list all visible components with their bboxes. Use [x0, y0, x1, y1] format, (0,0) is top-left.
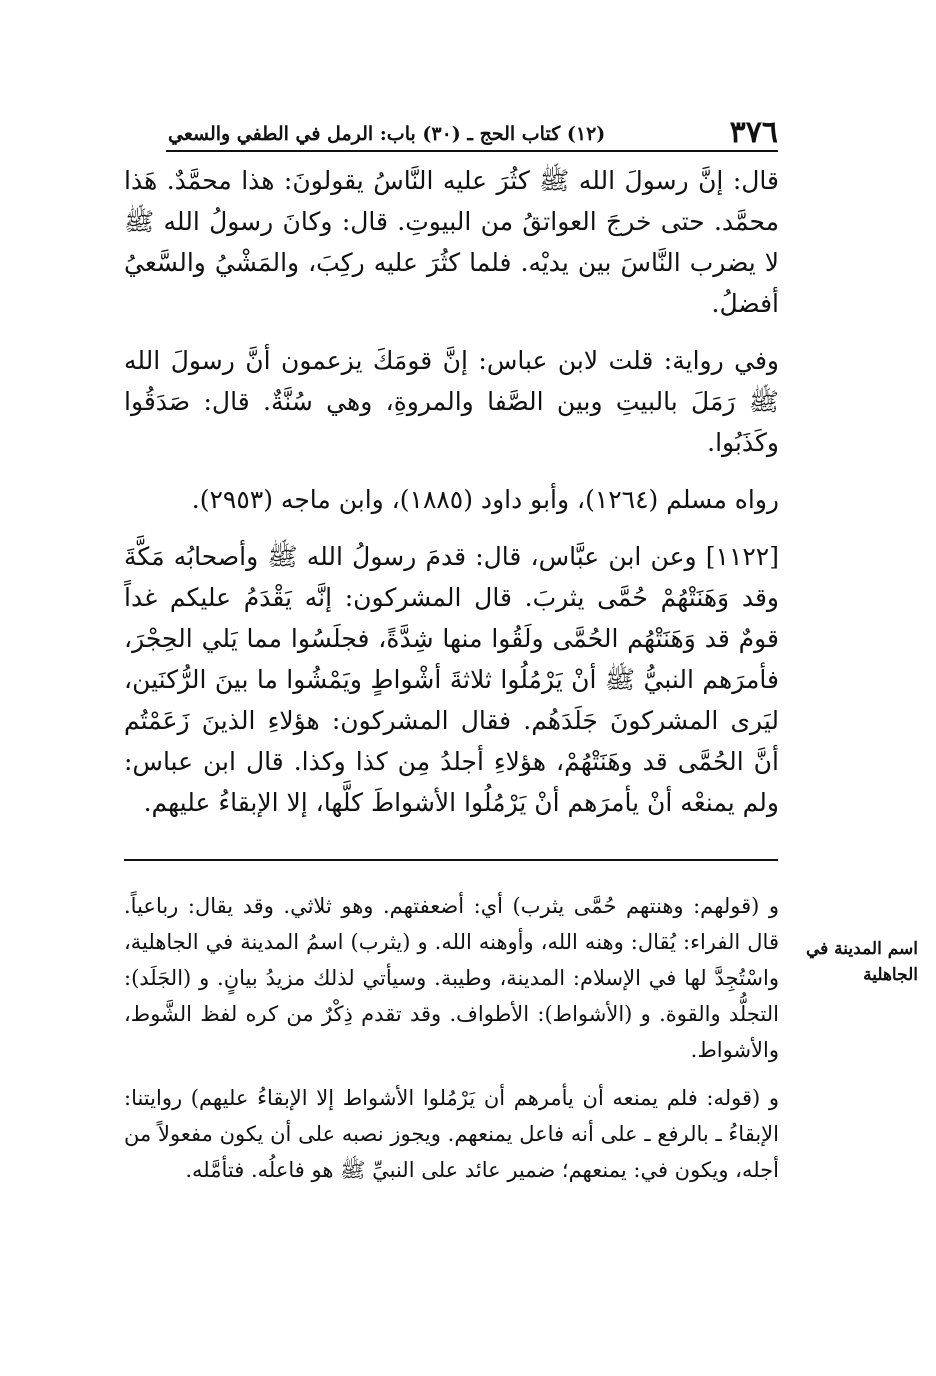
header-divider — [166, 150, 778, 152]
main-text — [124, 160, 779, 839]
main-paragraph: [١١٢٢] وعن ابن عبَّاس، قال: قدمَ رسولُ الله ﷺ وأصحابُه مَكَّةَ وقد وَهَنَتْهُمْ حُمَّى يثربَ. قال المشركون: إنَّه يَقْدَمُ عليكم غداً قومٌ قد وَهَنَتْهُم الحُمَّى ولَقُوا منها شِدَّةً، فجلَسُوا مما يَلي الحِجْرَ، فأمرَهم النبيُّ ﷺ أنْ يَرْمُلُوا ثلاثةَ أشْواطٍ ويَمْشُوا ما بينَ الرُّكنَين، ليَرى المشركونَ جَلَدَهُم. فقال المشركون: هؤلاءِ الذينَ زَعَمْتُم أنَّ الحُمَّى قد وهَنَتْهُمْ، هؤلاءِ أجلدُ مِن كذا وكذا. قال ابن عباس: ولم يمنعْه أنْ يأمرَهم أنْ يَرْمُلُوا الأشواطَ كلَّها، إلا الإبقاءُ عليهم. — [124, 542, 779, 817]
commentary — [124, 888, 779, 1200]
page-number: ٣٧٦ — [729, 115, 778, 150]
commentary-paragraph: و (قوله: فلم يمنعه أن يأمرهم أن يَرْمُلوا الأشواط إلا الإبقاءُ عليهم) روايتنا: الإبقاءُ ـ بالرفع ـ على أنه فاعل يمنعهم. ويجوز نصبه على أن يكون مفعولاً من أجله، ويكون في: يمنعهم؛ ضمير عائد على النبيِّ ﷺ هو فاعلُه. فتأمَّله. — [124, 1086, 779, 1182]
footnote-divider — [124, 859, 778, 861]
margin-note: اسم المدينة في الجاهلية — [805, 939, 918, 985]
running-title: (١٢) كتاب الحج ـ (٣٠) باب: الرمل في الطفي والسعي — [168, 123, 606, 145]
commentary-paragraph: و (قولهم: وهنتهم حُمَّى يثرب) أي: أضعفتهم. وهو ثلاثي. وقد يقال: رباعياً. قال الفراء: يُقال: وهنه الله، وأوهنه الله. و (يثرب) اسمُ المدينة في الجاهلية، واسْتُجِدَّ لها في الإسلام: المدينة، وطيبة. وسيأتي لذلك مزيدُ بيانٍ. و (الجَلَد): التجلُّد والقوة. و (الأشواط): الأطواف. وقد تقدم ذِكْرٌ من كره لفظ الشَّوط، والأشواط. — [124, 894, 779, 1062]
main-paragraph: قال: إنَّ رسولَ الله ﷺ كثُرَ عليه النَّاسُ يقولونَ: هذا محمَّدٌ. هَذا محمَّد. حتى خرجَ العواتقُ من البيوتِ. قال: وكانَ رسولُ الله ﷺ لا يضرب النَّاسَ بين يديْه. فلما كثُرَ عليه ركِبَ، والمَشْيُ والسَّعيُ أفضلُ. — [124, 166, 779, 318]
main-paragraph: وفي رواية: قلت لابن عباس: إنَّ قومَكَ يزعمون أنَّ رسولَ الله ﷺ رَمَلَ بالبيتِ وبين الصَّفا والمروةِ، وهي سُنَّةٌ. قال: صَدَقُوا وكَذَبُوا. — [124, 346, 779, 457]
main-paragraph: رواه مسلم (١٢٦٤)، وأبو داود (١٨٨٥)، وابن ماجه (٢٩٥٣). — [191, 485, 779, 514]
page-header — [168, 102, 778, 148]
